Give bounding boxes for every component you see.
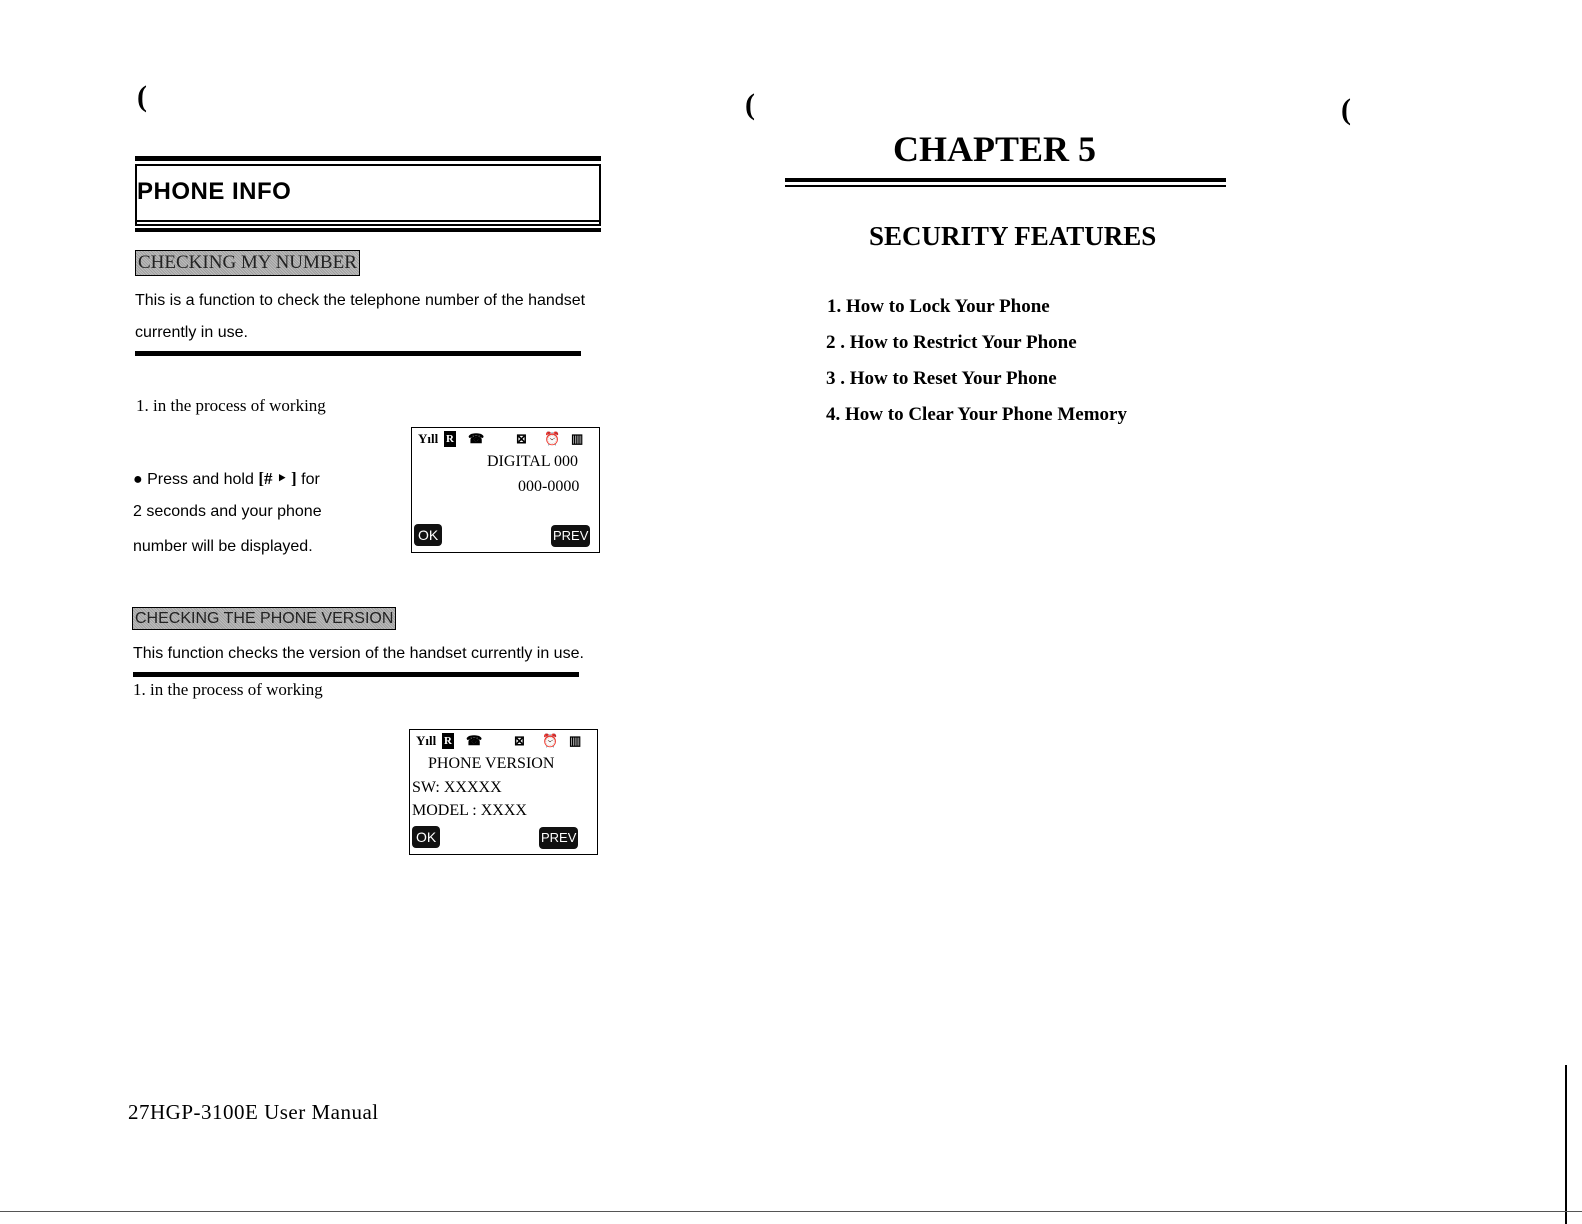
chapter-title: CHAPTER 5 xyxy=(893,129,1097,169)
header-top-rule xyxy=(135,156,601,161)
chapter-rule-thin xyxy=(785,185,1226,187)
binding-mark-right: ( xyxy=(1341,93,1351,126)
page-footer: 27HGP-3100E User Manual xyxy=(128,1100,379,1124)
instruction-text-pre: Press and hold xyxy=(147,471,254,488)
toc-item-clear-memory: 4. How to Clear Your Phone Memory xyxy=(826,404,1127,425)
divider-rule xyxy=(135,351,581,356)
roaming-icon: R xyxy=(444,735,452,747)
checking-number-heading: CHECKING MY NUMBER xyxy=(135,250,360,276)
hash-key-label: [# ‣ ] xyxy=(258,469,297,488)
toc-item-lock: 1. How to Lock Your Phone xyxy=(827,296,1050,317)
call-icon: ☎ xyxy=(468,431,485,446)
screen-line-3: MODEL : XXXX xyxy=(412,802,527,819)
ok-softkey[interactable]: OK xyxy=(414,524,442,546)
screen-line-2: 000-0000 xyxy=(518,478,580,495)
call-icon: ☎ xyxy=(466,733,483,748)
message-icon: ⊠ xyxy=(516,431,527,446)
binding-mark-center: ( xyxy=(745,88,755,121)
section-title: PHONE INFO xyxy=(137,178,292,205)
phone-screen-my-number xyxy=(411,427,600,553)
alarm-icon: ⏰ xyxy=(542,733,559,748)
status-bar xyxy=(414,733,594,749)
ok-softkey[interactable]: OK xyxy=(412,826,440,848)
section-header-box xyxy=(135,156,601,236)
alarm-icon: ⏰ xyxy=(544,431,561,446)
checking-number-desc-line2: currently in use. xyxy=(135,324,248,341)
bullet: ● xyxy=(133,471,143,488)
message-icon: ⊠ xyxy=(514,733,525,748)
header-thin-rule xyxy=(135,220,601,222)
prev-softkey[interactable]: PREV xyxy=(539,827,578,849)
checking-version-heading: CHECKING THE PHONE VERSION xyxy=(132,607,396,630)
instruction-line3: number will be displayed. xyxy=(133,538,313,555)
phone-screen-version xyxy=(409,729,598,855)
instruction-text-post: for xyxy=(301,471,320,488)
binding-mark-left: ( xyxy=(137,80,147,113)
scan-edge-right xyxy=(1565,1065,1567,1224)
security-features-title: SECURITY FEATURES xyxy=(869,221,1157,251)
instruction-line2: 2 seconds and your phone xyxy=(133,503,322,520)
screen-line-1: PHONE VERSION xyxy=(428,755,555,772)
divider-rule-2 xyxy=(133,672,579,677)
roaming-icon: R xyxy=(446,433,454,445)
checking-version-desc: This function checks the version of the handset currently in use. xyxy=(133,645,584,662)
screen-line-1: DIGITAL 000 xyxy=(487,453,578,470)
checking-number-step: 1. in the process of working xyxy=(136,396,326,415)
toc-item-restrict: 2 . How to Restrict Your Phone xyxy=(826,332,1077,353)
prev-softkey[interactable]: PREV xyxy=(551,525,590,547)
checking-number-desc-line1: This is a function to check the telephone number of the handset xyxy=(135,292,586,309)
scan-edge-bottom xyxy=(0,1211,1582,1212)
screen-line-2: SW: XXXXX xyxy=(412,779,502,796)
battery-icon: ▥ xyxy=(571,431,584,446)
status-bar xyxy=(416,431,596,447)
signal-icon: Yıll xyxy=(418,431,439,446)
battery-icon: ▥ xyxy=(569,733,582,748)
instruction-line1 xyxy=(133,469,320,489)
checking-version-step: 1. in the process of working xyxy=(133,680,323,699)
chapter-rule-thick xyxy=(785,178,1226,182)
signal-icon: Yıll xyxy=(416,733,437,748)
toc-item-reset: 3 . How to Reset Your Phone xyxy=(826,368,1057,389)
header-bottom-rule xyxy=(135,228,601,232)
